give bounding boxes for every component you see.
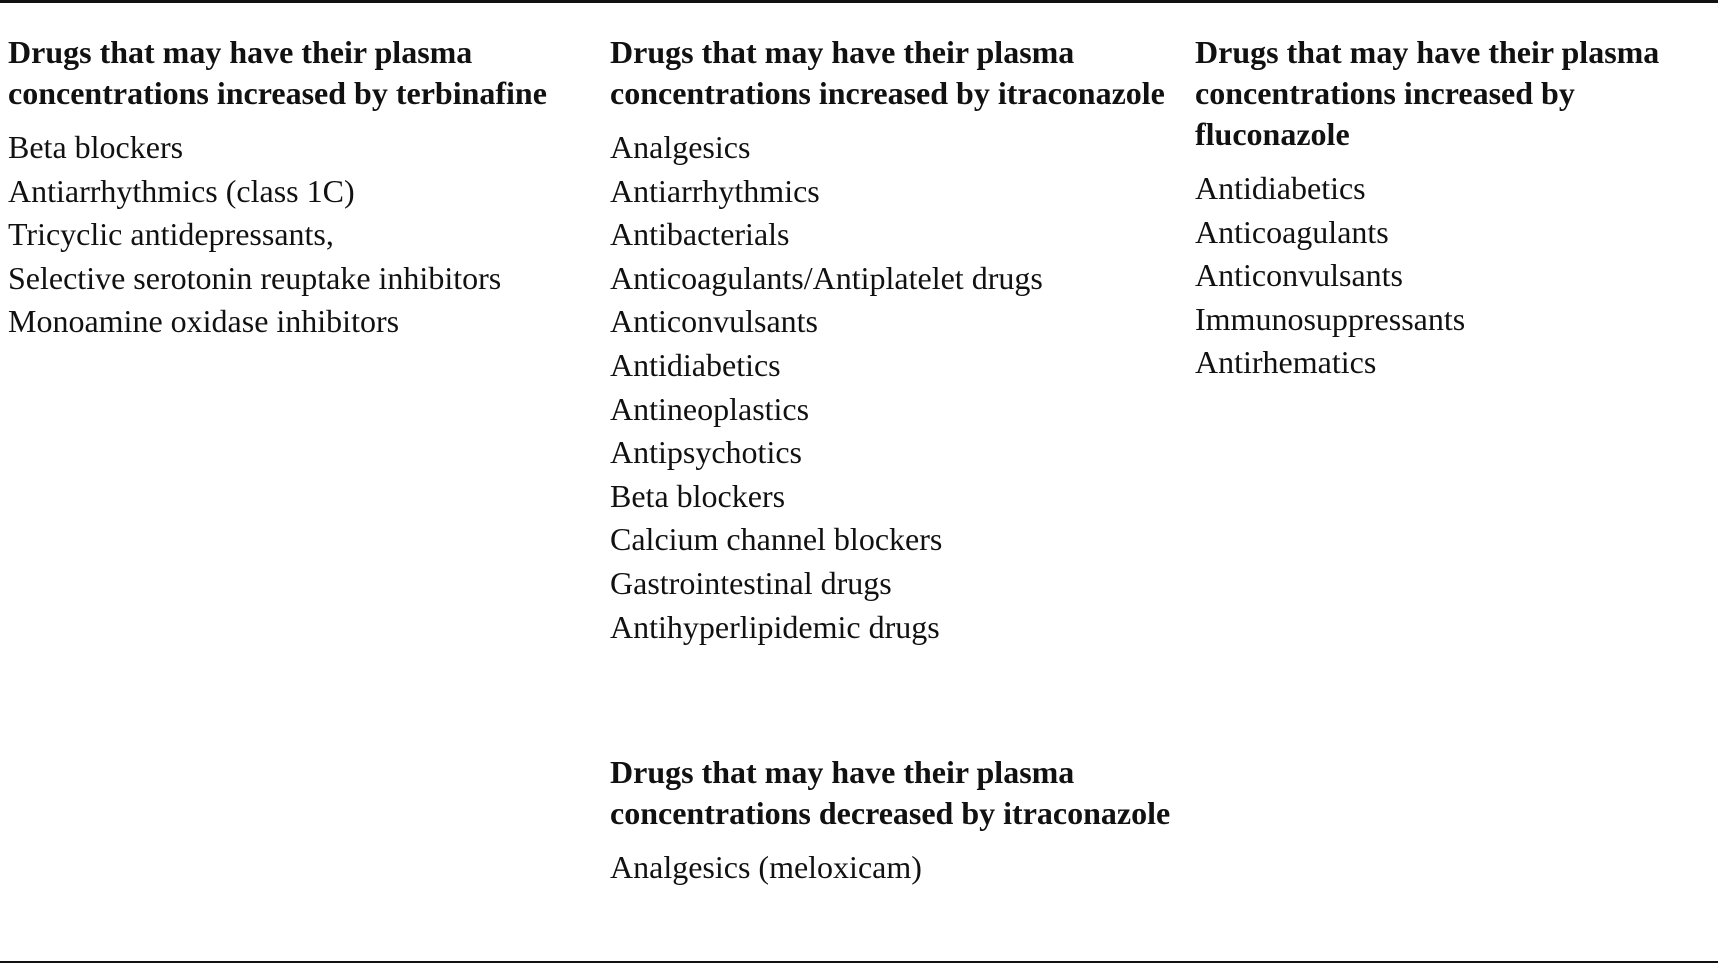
itraconazole-increased-drug-list <box>610 126 1180 649</box>
list-item: Anticonvulsants <box>610 303 818 340</box>
list-item: Anticonvulsants <box>1195 257 1403 294</box>
list-item: Antineoplastics <box>610 390 810 427</box>
list-item: Antipsychotics <box>610 434 802 471</box>
terbinafine-heading: Drugs that may have their plasma concentrations increased by terbinafine <box>8 34 547 111</box>
table-bottom-rule <box>0 961 1718 963</box>
list-item: Monoamine oxidase inhibitors <box>8 303 400 340</box>
list-item: Antihyperlipidemic drugs <box>610 608 940 645</box>
itraconazole-decreased-heading: Drugs that may have their plasma concentrations decreased by itraconazole <box>610 754 1171 831</box>
fluconazole-heading: Drugs that may have their plasma concentrations increased by fluconazole <box>1195 34 1660 152</box>
list-item: Anticoagulants/Antiplatelet drugs <box>610 259 1043 296</box>
list-item: Antiarrhythmics (class 1C) <box>8 172 355 209</box>
terbinafine-drug-list <box>8 126 588 344</box>
list-item: Antirhematics <box>1195 344 1377 381</box>
list-item: Selective serotonin reuptake inhibitors <box>8 259 502 296</box>
list-item: Tricyclic antidepressants, <box>8 216 334 253</box>
list-item: Beta blockers <box>610 477 786 514</box>
itraconazole-decreased-section <box>610 752 1180 890</box>
list-item: Calcium channel blockers <box>610 521 943 558</box>
itraconazole-increased-column <box>610 32 1180 649</box>
list-item: Analgesics (meloxicam) <box>610 849 922 885</box>
table-top-rule <box>0 0 1718 3</box>
list-item: Antidiabetics <box>1195 170 1366 206</box>
list-item: Analgesics <box>610 129 751 165</box>
list-item: Anticoagulants <box>1195 213 1389 250</box>
list-item: Beta blockers <box>8 129 184 165</box>
itraconazole-decreased-drug-list <box>610 846 1180 890</box>
terbinafine-column <box>8 32 588 344</box>
fluconazole-column <box>1195 32 1715 385</box>
itraconazole-increased-heading: Drugs that may have their plasma concentrations increased by itraconazole <box>610 34 1165 111</box>
list-item: Immunosuppressants <box>1195 300 1466 337</box>
fluconazole-drug-list <box>1195 167 1715 385</box>
list-item: Antibacterials <box>610 216 790 253</box>
list-item: Antidiabetics <box>610 346 781 383</box>
list-item: Antiarrhythmics <box>610 172 820 209</box>
list-item: Gastrointestinal drugs <box>610 564 892 601</box>
